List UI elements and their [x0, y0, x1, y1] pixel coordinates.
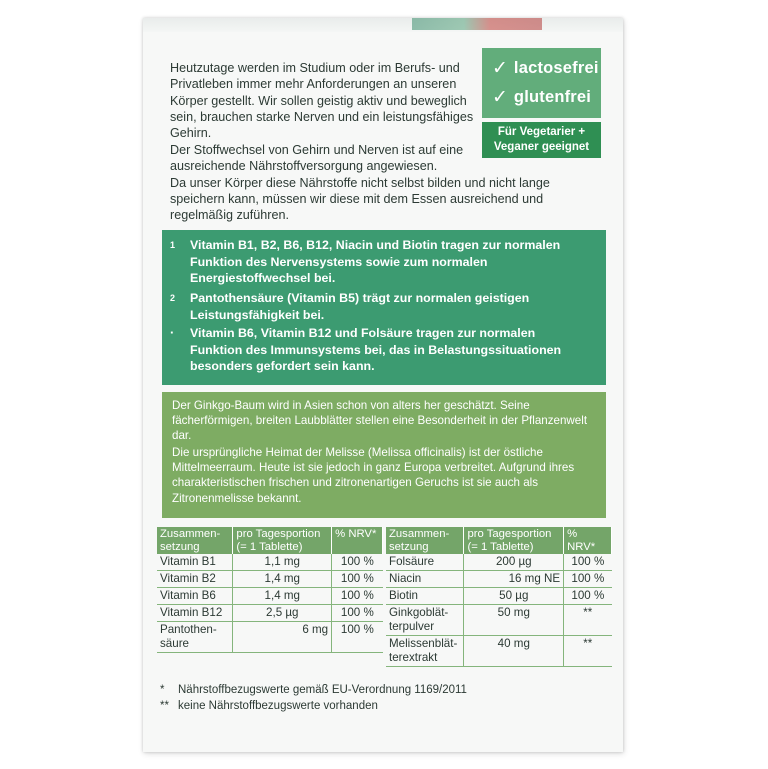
nutrient-name: Vitamin B6 — [157, 588, 233, 605]
nutrient-nrv: 100 % — [564, 571, 612, 588]
table-row — [386, 554, 612, 571]
nutrient-name: Vitamin B12 — [157, 605, 233, 622]
header-nrv: % NRV* — [564, 527, 612, 554]
intro-paragraph-2b: Da unser Körper diese Nährstoffe nicht selbst bilden und nicht lange speichern kann, müssen wir diese mit dem Essen ausreichend und regelmäßig zuführen. — [170, 175, 550, 223]
nutrient-amount: 1,4 mg — [233, 571, 332, 588]
table-row — [386, 571, 612, 588]
nutrient-amount: 1,4 mg — [233, 588, 332, 605]
claim-text: Vitamin B6, Vitamin B12 und Folsäure tragen zur normalen Funktion des Immunsystems bei, das in Belastungssituationen besonders gefordert sein kann. — [190, 326, 562, 373]
nutrient-name: Melissenblät-terextrakt — [386, 636, 464, 667]
nutrient-nrv: 100 % — [332, 571, 383, 588]
table-row — [386, 605, 612, 636]
nutrient-amount: 50 µg — [464, 588, 564, 605]
nutrient-nrv: 100 % — [332, 605, 383, 622]
intro-paragraph-1: Heutzutage werden im Studium oder im Berufs- und Privatleben immer mehr Anforderungen an unseren Körper gestellt. Wir sollen geistig aktiv und beweglich sein, brauchen starke Nerven und ein leistungsfähiges Gehirn. — [170, 61, 474, 141]
header-composition: Zusammen-setzung — [157, 527, 233, 554]
table-row — [157, 622, 383, 653]
package-top-flap — [143, 18, 623, 32]
header-daily-portion: pro Tagesportion (= 1 Tablette) — [233, 527, 332, 554]
intro-text — [170, 60, 480, 141]
check-icon: ✓ — [492, 58, 508, 79]
nutrient-nrv: 100 % — [564, 588, 612, 605]
header-daily-portion: pro Tagesportion (= 1 Tablette) — [464, 527, 564, 554]
nutrient-amount: 6 mg — [233, 622, 332, 653]
table-header-row — [386, 527, 612, 554]
nutrient-nrv: 100 % — [332, 554, 383, 571]
claim-marker: 2 — [170, 293, 176, 303]
ginkgo-text: Der Ginkgo-Baum wird in Asien schon von alters her geschätzt. Seine fächerförmigen, breiten Laubblätter stellen eine Besonderheit in der Pflanzenwelt dar. — [172, 399, 588, 443]
table-row — [157, 571, 383, 588]
footnotes — [160, 682, 467, 714]
nutrient-nrv: 100 % — [332, 622, 383, 653]
vegan-line-1: Für Vegetarier + — [497, 126, 586, 138]
footnote-1 — [160, 682, 467, 698]
health-claims-panel — [162, 230, 606, 385]
table-row — [157, 605, 383, 622]
footnote-text: keine Nährstoffbezugswerte vorhanden — [178, 700, 378, 712]
nutrient-nrv: ** — [564, 636, 612, 667]
table-row — [157, 588, 383, 605]
lactose-free-label: lactosefrei — [513, 59, 599, 77]
nutrient-amount: 16 mg NE — [464, 571, 564, 588]
footnote-2 — [160, 698, 467, 714]
footnote-text: Nährstoffbezugswerte gemäß EU-Verordnung 1169/2011 — [178, 684, 467, 696]
gluten-free-label: glutenfrei — [513, 88, 592, 106]
claim-text: Vitamin B1, B2, B6, B12, Niacin und Biotin tragen zur normalen Funktion des Nervensystems sowie zum normalen Energiestoffwechsel bei. — [190, 238, 561, 285]
nutrient-name: Vitamin B2 — [157, 571, 233, 588]
nutrient-nrv: 100 % — [564, 554, 612, 571]
nutrient-name: Ginkgoblät-terpulver — [386, 605, 464, 636]
free-from-badge — [482, 48, 601, 118]
table-row — [386, 636, 612, 667]
nutrient-name: Vitamin B1 — [157, 554, 233, 571]
nutrient-nrv: ** — [564, 605, 612, 636]
check-icon: ✓ — [492, 87, 508, 108]
nutrient-amount: 40 mg — [464, 636, 564, 667]
table-header-row — [157, 527, 383, 554]
footnote-marker: ** — [160, 700, 169, 712]
brand-strip — [412, 18, 542, 30]
claim-marker: 1 — [170, 240, 176, 250]
footnote-marker: * — [160, 684, 165, 696]
header-nrv: % NRV* — [332, 527, 383, 554]
nutrient-amount: 200 µg — [464, 554, 564, 571]
nutrient-amount: 2,5 µg — [233, 605, 332, 622]
nutrient-name: Niacin — [386, 571, 464, 588]
claim-text: Pantothensäure (Vitamin B5) trägt zur normalen geistigen Leistungsfähigkeit bei. — [190, 291, 530, 322]
table-row — [157, 554, 383, 571]
melisse-text: Die ursprüngliche Heimat der Melisse (Melissa officinalis) ist der östliche Mittelmeerraum. Heute ist sie jedoch in ganz Europa verbreitet. Aufgrund ihres charakteristischen frischen und zitronenartigen Geruchs ist sie auch als Zitronenmelisse bekannt. — [172, 446, 575, 505]
vegan-line-2: Veganer geeignet — [493, 141, 590, 153]
table-row — [386, 588, 612, 605]
vegan-badge — [482, 122, 601, 158]
nutrient-name: Pantothen-säure — [157, 622, 233, 653]
nutrient-amount: 1,1 mg — [233, 554, 332, 571]
plant-info-panel — [162, 392, 606, 518]
claim-marker: · — [170, 325, 175, 340]
intro-paragraph-2a: Der Stoffwechsel von Gehirn und Nerven ist auf eine ausreichende Nährstoffversorgung angewiesen. — [170, 143, 464, 174]
nutrition-table-right — [386, 527, 612, 667]
nutrient-name: Biotin — [386, 588, 464, 605]
nutrient-nrv: 100 % — [332, 588, 383, 605]
nutrient-amount: 50 mg — [464, 605, 564, 636]
header-composition: Zusammen-setzung — [386, 527, 464, 554]
nutrition-table-left — [157, 527, 383, 653]
nutrient-name: Folsäure — [386, 554, 464, 571]
